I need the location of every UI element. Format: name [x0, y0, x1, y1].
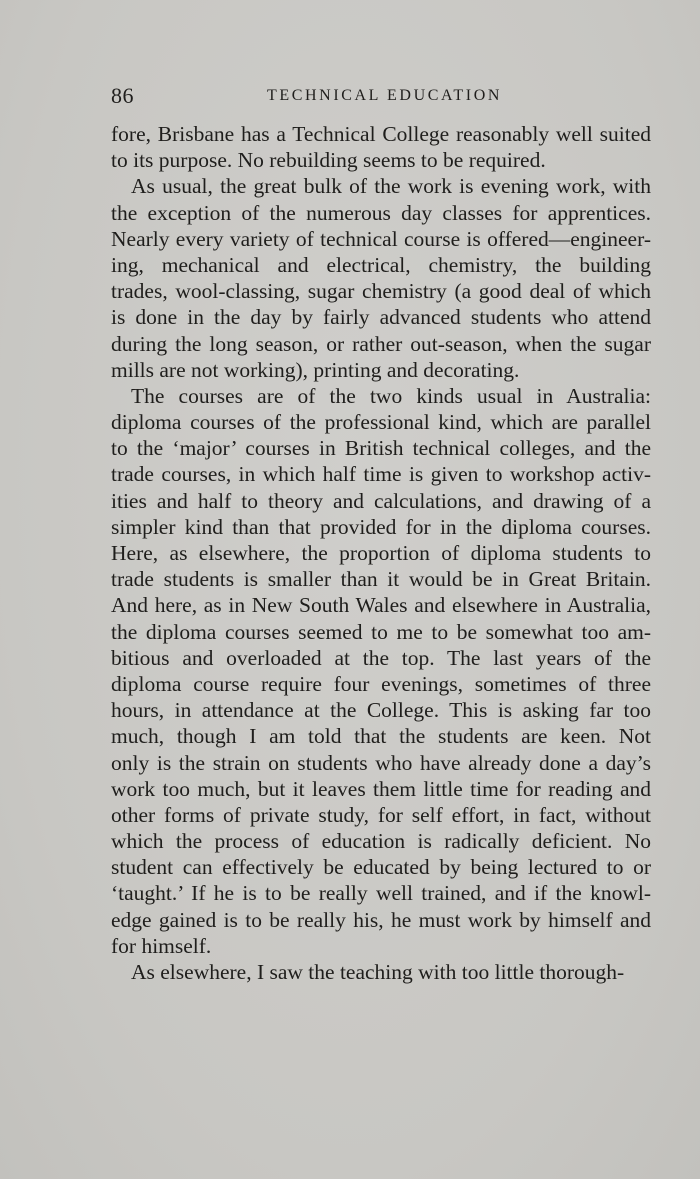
page-header [111, 80, 651, 112]
text-line: ing, mechanical and electrical, chemistry, the building [111, 252, 651, 277]
text-line: As elsewhere, I saw the teaching with too little thorough- [131, 960, 625, 984]
text-line: only is the strain on students who have already done a day’s [111, 750, 651, 775]
text-line: The courses are of the two kinds usual in Australia: [131, 383, 651, 408]
text-line: As usual, the great bulk of the work is evening work, with [131, 174, 651, 199]
text-line: mills are not working), printing and decorating. [111, 357, 520, 382]
text-line: ‘taught.’ If he is to be really well trained, and if the knowl- [111, 881, 651, 906]
text-line: other forms of private study, for self effort, in fact, without [111, 802, 651, 827]
paragraph-2 [111, 173, 651, 383]
text-line: is done in the day by fairly advanced students who attend [111, 305, 651, 330]
text-line: which the process of education is radically deficient. No [111, 829, 651, 854]
text-line: trade students is smaller than it would be in Great Britain. [111, 567, 651, 592]
text-line: to the ‘major’ courses in British technical colleges, and the [111, 436, 651, 461]
text-line: student can effectively be educated by being lectured to or [111, 855, 651, 880]
body-text [111, 121, 651, 985]
text-line: the exception of the numerous day classes for apprentices. [111, 200, 651, 225]
text-line: hours, in attendance at the College. This is asking far too [111, 698, 651, 723]
text-line: And here, as in New South Wales and elsewhere in Australia, [111, 593, 651, 618]
text-line: trades, wool-classing, sugar chemistry (a good deal of which [111, 279, 651, 304]
text-line: Here, as elsewhere, the proportion of diploma students to [111, 541, 651, 565]
paragraph-4 [111, 959, 651, 985]
text-line: fore, Brisbane has a Technical College reasonably well suited [111, 122, 651, 146]
text-line: for himself. [111, 933, 212, 958]
text-line: during the long season, or rather out-season, when the sugar [111, 331, 651, 356]
paragraph-1 [111, 121, 651, 173]
text-line: simpler kind than that provided for in the diploma courses. [111, 514, 651, 539]
text-line: trade courses, in which half time is given to workshop activ- [111, 462, 651, 487]
text-line: much, though I am told that the students are keen. Not [111, 724, 651, 749]
text-line: ities and half to theory and calculations, and drawing of a [111, 488, 651, 513]
paragraph-3 [111, 383, 651, 959]
text-line: work too much, but it leaves them little time for reading and [111, 776, 651, 801]
text-line: edge gained is to be really his, he must work by himself and [111, 907, 651, 932]
running-head: TECHNICAL EDUCATION [267, 87, 503, 104]
page-number: 86 [111, 83, 134, 108]
text-line: to its purpose. No rebuilding seems to be required. [111, 148, 546, 173]
text-line: bitious and overloaded at the top. The last years of the [111, 645, 651, 670]
text-line: diploma courses of the professional kind, which are parallel [111, 410, 651, 435]
text-line: Nearly every variety of technical course is offered—engineer- [111, 226, 651, 251]
text-line: the diploma courses seemed to me to be somewhat too am- [111, 619, 651, 644]
text-line: diploma course require four evenings, sometimes of three [111, 671, 651, 696]
